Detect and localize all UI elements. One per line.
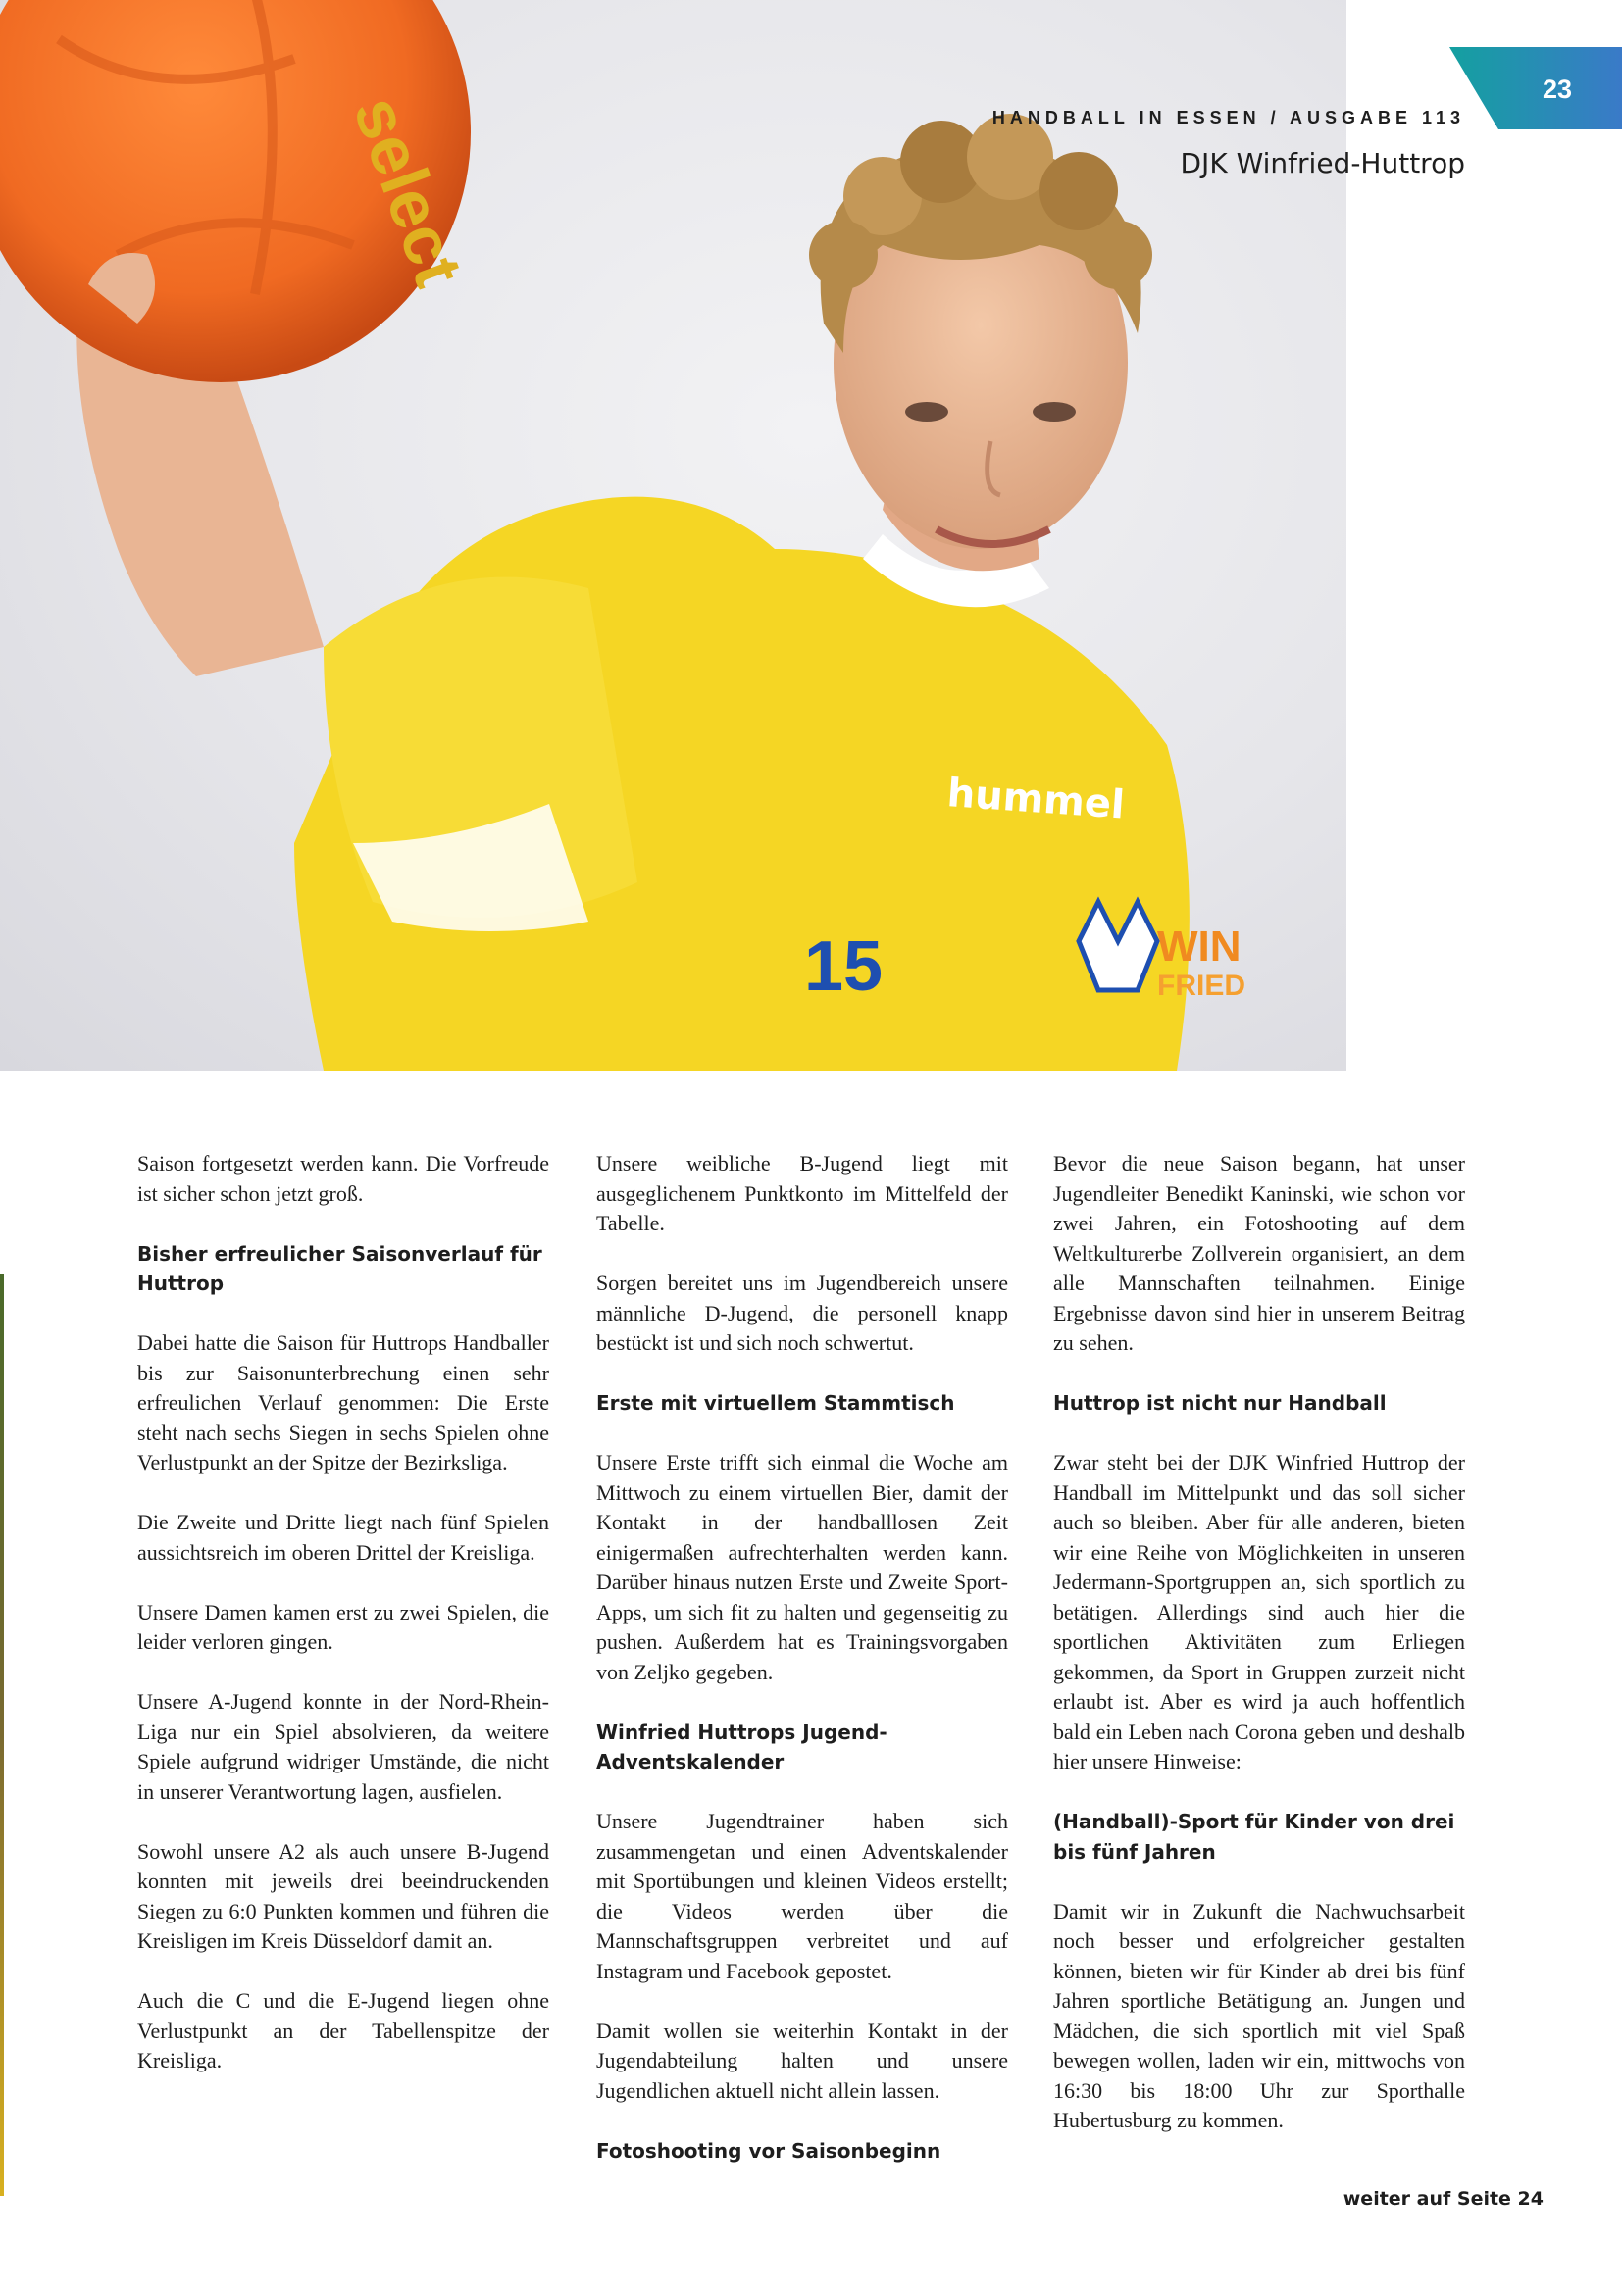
player-illustration xyxy=(0,0,1346,1071)
paragraph: Unsere Damen kamen erst zu zwei Spielen, die leider verloren gingen. xyxy=(137,1599,549,1654)
paragraph: Dabei hatte die Saison für Huttrops Handballer bis zur Saisonunterbrechung einen sehr erfreulichen Verlauf genommen: Die Erste steht nach sechs Siegen in sechs Spielen ohne Verlustpunkt an der Spitze der Bezirksliga. xyxy=(137,1330,549,1474)
paragraph: Saison fortgesetzt werden kann. Die Vorfreude ist sicher schon jetzt groß. xyxy=(137,1151,549,1206)
left-photo-edge xyxy=(0,1274,4,2196)
shirt-number: 15 xyxy=(804,927,884,1006)
svg-text:select: select xyxy=(338,86,479,296)
paragraph: Damit wir in Zukunft die Nachwuchsarbeit noch besser und erfolgreicher gestalten können, bieten wir für Kinder ab drei bis fünf Jahren sportliche Betätigung an. Jungen und Mädchen, die sich sportlich mit viel Spaß bewegen wollen, laden wir ein, mittwochs von 16:30 bis 18:00 Uhr zur Sporthalle Hubertusburg zu kommen. xyxy=(1053,1898,1465,2132)
paragraph: Zwar steht bei der DJK Winfried Huttrop der Handball im Mittelpunkt und das soll sicher auch so bleiben. Aber für alle anderen, bieten wir eine Reihe von Möglichkeiten in unseren Jedermann-Sportgruppen an, sich sportlich zu betätigen. Allerdings sind auch hier die sportlichen Aktivitäten zum Erliegen gekommen, da Sport in Gruppen zurzeit nicht erlaubt ist. Aber es wird ja auch hoffentlich bald ein Leben nach Corona geben und deshalb hier unsere Hinweise: xyxy=(1053,1450,1465,1773)
paragraph: Bevor die neue Saison begann, hat unser Jugendleiter Benedikt Kaninski, wie schon vor zwei Jahren, ein Fotoshooting auf dem Weltkulturerbe Zollverein organisiert, an dem alle Mannschaften teilnahmen. Einige Ergebnisse davon sind hier in unserem Beitrag zu sehen. xyxy=(1053,1151,1465,1355)
hero-photo xyxy=(0,0,1346,1071)
text-column-3 xyxy=(1053,1149,1465,2166)
section-heading: Winfried Huttrops Jugend-Adventskalender xyxy=(596,1720,887,1773)
continued-on-page: weiter auf Seite 24 xyxy=(1343,2188,1544,2210)
section-heading: (Handball)-Sport für Kinder von drei bis fünf Jahren xyxy=(1053,1810,1455,1864)
text-column-2 xyxy=(596,1149,1008,2196)
section-heading: Fotoshooting vor Saisonbeginn xyxy=(596,2138,941,2163)
paragraph: Auch die C und die E-Jugend liegen ohne Verlustpunkt an der Tabellenspitze der Kreisliga. xyxy=(137,1988,549,2072)
paragraph: Unsere A-Jugend konnte in der Nord-Rhein-Liga nur ein Spiel absolvieren, da weitere Spiele aufgrund widriger Umstände, die nicht in unserer Verantwortung lagen, ausfielen. xyxy=(137,1689,549,1804)
shirt-brand: hummel xyxy=(945,771,1127,828)
section-heading: Erste mit virtuellem Stammtisch xyxy=(596,1391,955,1415)
paragraph: Sowohl unsere A2 als auch unsere B-Jugend konnten mit jeweils drei beeindruckenden Siegen zu 6:0 Punkten kommen und führen die Kreisligen im Kreis Düsseldorf damit an. xyxy=(137,1838,549,1953)
svg-text:WIN: WIN xyxy=(1157,923,1242,971)
paragraph: Unsere Jugendtrainer haben sich zusammengetan und einen Adventskalender mit Sportübungen und kleinen Videos erstellt; die Videos werden über die Mannschaftsgruppen verbreitet und auf Instagram und Facebook gepostet. xyxy=(596,1809,1008,1983)
paragraph: Damit wollen sie weiterhin Kontakt in der Jugendabteilung halten und unsere Jugendlichen aktuell nicht allein lassen. xyxy=(596,2018,1008,2103)
section-heading: Huttrop ist nicht nur Handball xyxy=(1053,1391,1387,1415)
club-name: DJK Winfried-Huttrop xyxy=(1180,147,1465,179)
text-column-1 xyxy=(137,1149,549,2106)
section-heading: Bisher erfreulicher Saisonverlauf für Huttrop xyxy=(137,1241,542,1295)
paragraph: Unsere Erste trifft sich einmal die Woche am Mittwoch zu einem virtuellen Bier, damit der Kontakt in der handballlosen Zeit einigermaßen aufrechterhalten werden kann. Darüber hinaus nutzen Erste und Zweite Sport-Apps, um sich fit zu halten und gegenseitig zu pushen. Außerdem hat es Trainingsvorgaben von Zeljko gegeben. xyxy=(596,1450,1008,1684)
page-number: 23 xyxy=(1542,75,1573,104)
paragraph: Die Zweite und Dritte liegt nach fünf Spielen aussichtsreich im oberen Drittel der Kreisliga. xyxy=(137,1510,549,1565)
paragraph: Sorgen bereitet uns im Jugendbereich unsere männliche D-Jugend, die personell knapp bestückt ist und sich noch schwertut. xyxy=(596,1271,1008,1355)
magazine-title: HANDBALL IN ESSEN / AUSGABE 113 xyxy=(991,108,1465,127)
paragraph: Unsere weibliche B-Jugend liegt mit ausgeglichenem Punktkonto im Mittelfeld der Tabelle. xyxy=(596,1151,1008,1235)
svg-text:FRIED: FRIED xyxy=(1157,970,1245,1002)
